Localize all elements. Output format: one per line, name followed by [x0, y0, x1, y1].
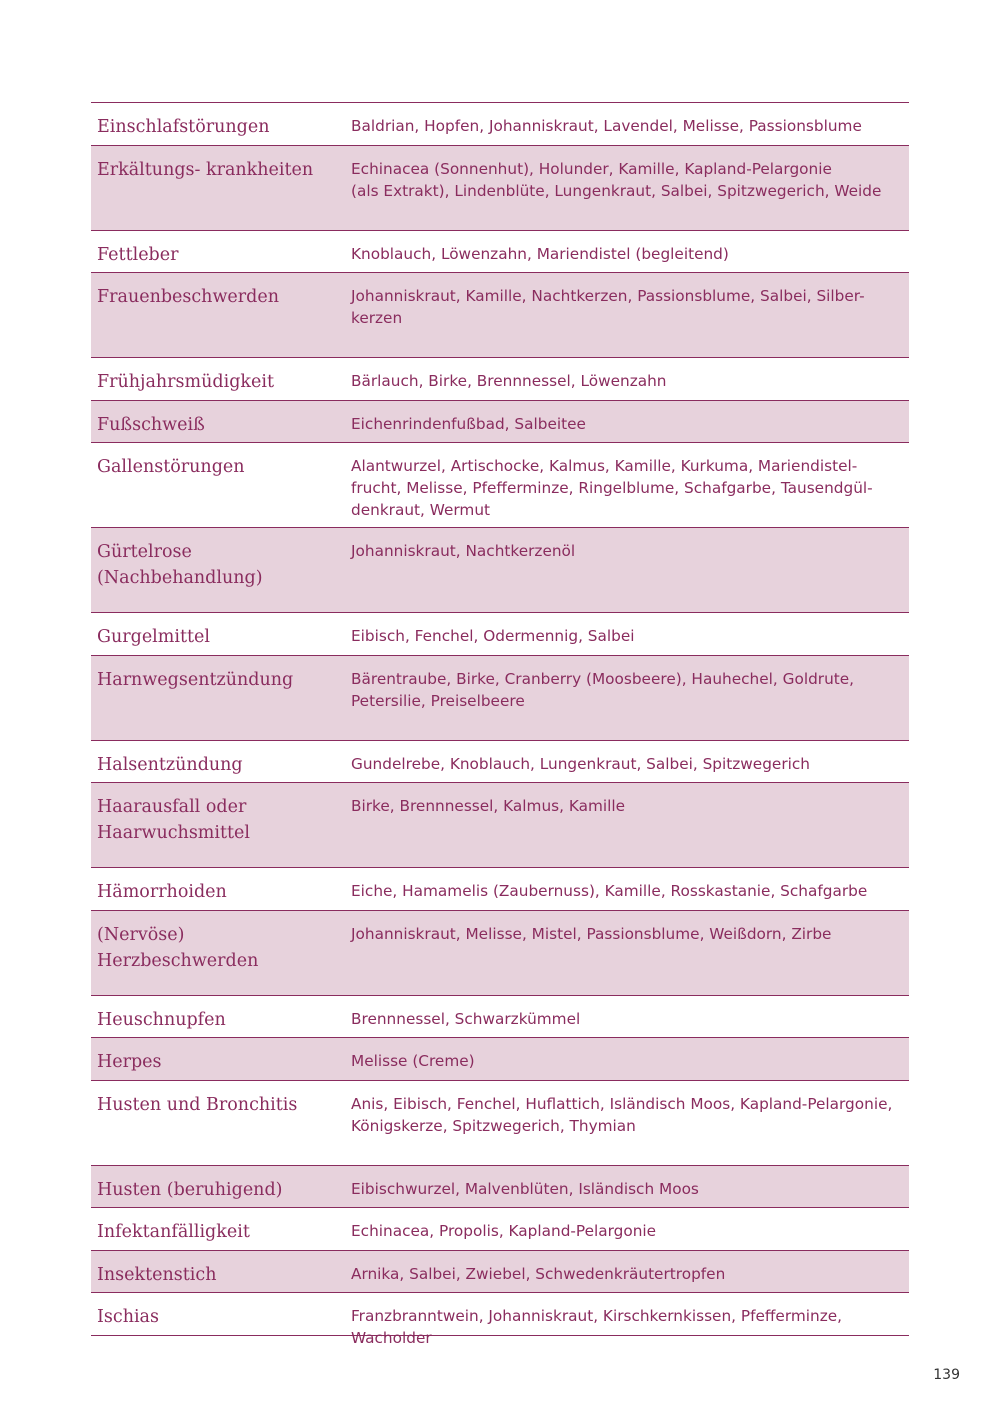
ailment-term: Husten (beruhigend): [97, 1179, 283, 1200]
ailment-term: (Nervöse) Herzbeschwerden: [97, 924, 259, 971]
table-row: [91, 1251, 909, 1294]
table-row: [91, 443, 909, 528]
ailment-term: Harnwegsentzündung: [97, 669, 294, 690]
remedy-list: Echinacea, Propolis, Kapland-Pelargonie: [351, 1222, 657, 1240]
ailment-term: Hämorrhoiden: [97, 882, 227, 902]
remedy-list: Melisse (Creme): [351, 1052, 475, 1070]
remedy-list: Bärentraube, Birke, Cranberry (Moosbeere), Hauhechel, Goldrute, Petersilie, Preiselbeere: [351, 669, 855, 710]
table-row: [91, 1293, 909, 1347]
remedy-table: [91, 102, 909, 1347]
ailment-term: Frühjahrsmüdigkeit: [97, 372, 274, 392]
remedy-list: Baldrian, Hopfen, Johanniskraut, Lavendel, Melisse, Passionsblume: [351, 117, 862, 135]
table-row: [91, 528, 909, 613]
table-row: [91, 231, 909, 274]
ailment-term: Gürtelrose (Nachbehandlung): [97, 542, 263, 588]
remedy-list: Eibischwurzel, Malvenblüten, Isländisch Moos: [351, 1179, 699, 1198]
table-row: [91, 358, 909, 401]
remedy-list: Brennnessel, Schwarzkümmel: [351, 1009, 581, 1028]
remedy-list: Echinacea (Sonnenhut), Holunder, Kamille, Kapland-Pelargonie (als Extrakt), Lindenblüte, Lungenkraut, Salbei, Spitzwegerich, Weide: [351, 159, 882, 200]
table-row: [91, 911, 909, 996]
ailment-term: Gurgelmittel: [97, 627, 210, 647]
ailment-term: Gallenstörungen: [97, 457, 245, 477]
remedy-list: Gundelrebe, Knoblauch, Lungenkraut, Salbei, Spitzwegerich: [351, 754, 810, 773]
ailment-term: Ischias: [97, 1307, 159, 1327]
table-row: [91, 146, 909, 231]
ailment-term: Heuschnupfen: [97, 1009, 226, 1030]
remedy-list: Birke, Brennnessel, Kalmus, Kamille: [351, 797, 626, 815]
table-row: [91, 996, 909, 1039]
ailment-term: Fettleber: [97, 244, 179, 265]
ailment-term: Infektanfälligkeit: [97, 1222, 250, 1242]
remedy-list: Bärlauch, Birke, Brennnessel, Löwenzahn: [351, 372, 667, 390]
ailment-term: Herpes: [97, 1052, 162, 1072]
table-row: [91, 741, 909, 784]
remedy-list: Knoblauch, Löwenzahn, Mariendistel (begleitend): [351, 244, 729, 263]
remedy-list: Franzbranntwein, Johanniskraut, Kirschkernkissen, Pfefferminze, Wacholder: [351, 1307, 843, 1347]
remedy-list: Eichenrindenfußbad, Salbeitee: [351, 414, 586, 433]
table-row: [91, 401, 909, 444]
remedy-list: Eiche, Hamamelis (Zaubernuss), Kamille, Rosskastanie, Schafgarbe: [351, 882, 868, 900]
remedy-list: Johanniskraut, Melisse, Mistel, Passionsblume, Weißdorn, Zirbe: [351, 924, 832, 943]
remedy-list: Johanniskraut, Kamille, Nachtkerzen, Passionsblume, Salbei, Silber- kerzen: [351, 287, 865, 327]
table-row: [91, 613, 909, 656]
remedy-list: Alantwurzel, Artischocke, Kalmus, Kamille, Kurkuma, Mariendistel- frucht, Melisse, Pfefferminze, Ringelblume, Schafgarbe, Tausendgül- denkraut, Wermut: [351, 457, 873, 519]
table-row: [91, 656, 909, 741]
ailment-term: Insektenstich: [97, 1264, 217, 1285]
ailment-term: Frauenbeschwerden: [97, 287, 279, 307]
ailment-term: Haarausfall oder Haarwuchsmittel: [97, 797, 251, 843]
table-row: [91, 273, 909, 358]
ailment-term: Einschlafstörungen: [97, 117, 270, 137]
remedy-list: Anis, Eibisch, Fenchel, Huflattich, Isländisch Moos, Kapland-Pelargonie, Königskerze, Spitzwegerich, Thymian: [351, 1094, 893, 1135]
table-row: [91, 1081, 909, 1166]
remedy-list: Johanniskraut, Nachtkerzenöl: [351, 542, 576, 560]
remedy-list: Arnika, Salbei, Zwiebel, Schwedenkräutertropfen: [351, 1264, 726, 1283]
table-row: [91, 1038, 909, 1081]
remedy-list: Eibisch, Fenchel, Odermennig, Salbei: [351, 627, 635, 645]
table-row: [91, 1208, 909, 1251]
page-number: 139: [933, 1367, 960, 1383]
ailment-term: Fußschweiß: [97, 414, 205, 435]
table-row: [91, 783, 909, 868]
table-row: [91, 868, 909, 911]
ailment-term: Erkältungs- krankheiten: [97, 159, 314, 180]
ailment-term: Halsentzündung: [97, 754, 243, 775]
table-row: [91, 1166, 909, 1209]
ailment-term: Husten und Bronchitis: [97, 1094, 298, 1115]
table-row: [91, 103, 909, 146]
